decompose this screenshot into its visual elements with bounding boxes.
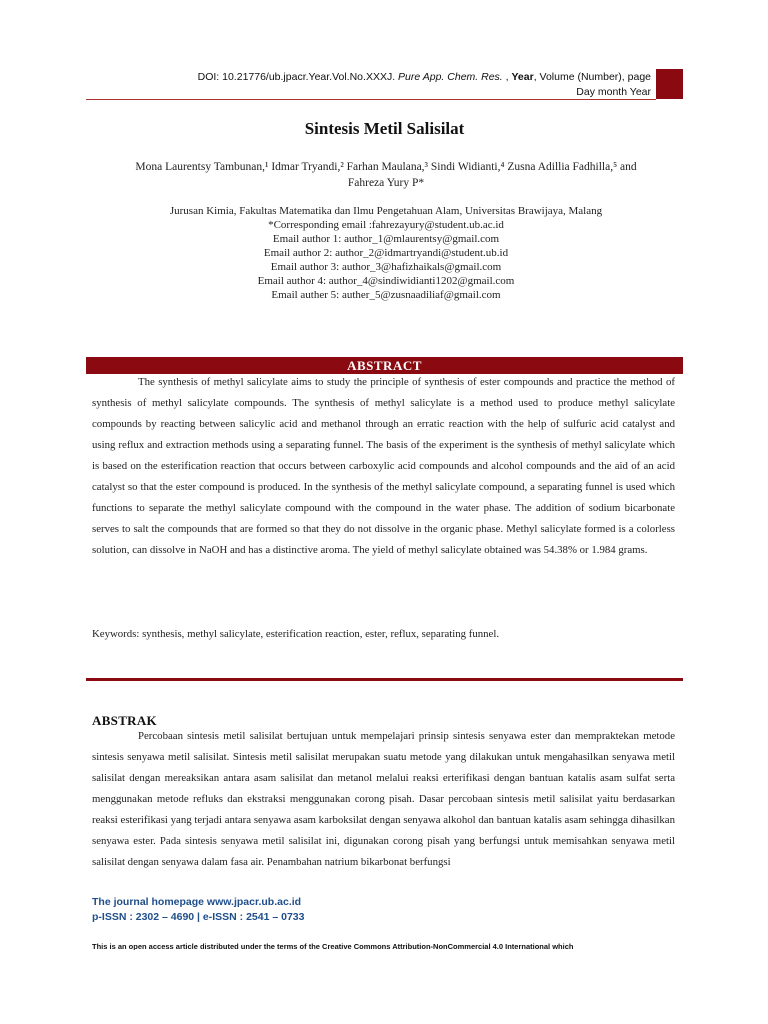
journal-name: Pure App. Chem. Res. xyxy=(398,71,503,83)
section-divider xyxy=(86,678,683,681)
affiliation-block xyxy=(96,204,676,302)
authors-line-2: Fahreza Yury P* xyxy=(347,177,425,189)
abstrak-heading: ABSTRAK xyxy=(92,713,157,728)
journal-homepage-link[interactable]: The journal homepage www.jpacr.ub.ac.id xyxy=(92,896,302,908)
abstract-body xyxy=(92,372,675,561)
abstrak-paragraph: Percobaan sintesis metil salisilat bertujuan untuk mempelajari prinsip sintesis senyawa ester dan mempraktekan metode sintesis senyawa metil salisilat. Sintesis metil salisilat merupakan suatu metode yang dilakukan untuk mengahasilkan senyawa metil salisilat dengan mereaksikan antara asam salisilat dan metanol melalui reaksi erterifikasi dengan bantuan katalis asam sulfat serta menggunakan metode refluks dan ekstraksi menggunakan corong pisah. Dasar percobaan sintesis metil salisilat yaitu berdasarkan reaksi esterifikasi yang terjadi antara senyawa asam karboksilat dengan senyawa alkohol dan bantuan katalis asam sehingga dihasilkan senyawa ester. Pada sintesis senyawa metil salisilat ini, digunakan corong pisah yang berfungsi untuk memisahkan senyawa metil salisilat dengan senyawa dalam fasa air. Penambahan natrium bikarbonat berfungsi xyxy=(92,730,675,868)
author-email-3[interactable]: Email author 3: author_3@hafizhaikals@gmail.com xyxy=(270,261,502,273)
author-email-5[interactable]: Email auther 5: auther_5@zusnaadiliaf@gmail.com xyxy=(271,289,501,301)
license-notice: This is an open access article distributed under the terms of the Creative Commons Attribution-NonCommercial 4.0 International which xyxy=(92,942,574,950)
author-list xyxy=(96,159,676,191)
issn-line: p-ISSN : 2302 – 4690 | e-ISSN : 2541 – 0733 xyxy=(92,911,305,923)
abstract-heading-bar: ABSTRACT xyxy=(86,357,683,374)
year-label: Year xyxy=(511,71,534,83)
abstrak-body xyxy=(92,726,675,892)
volume-info: , Volume (Number), page xyxy=(533,71,651,83)
header-accent-block xyxy=(656,69,683,99)
abstract-paragraph: The synthesis of methyl salicylate aims to study the principle of synthesis of ester compounds and practice the method of synthesis of methyl salicylate compounds. The synthesis of methyl salicylate is a method used to produce methyl salicylate compounds by reacting between salicylic acid and methanol through an erratic reaction with the help of sulfuric acid catalyst and using reflux and extraction methods using a separating funnel. The basis of the experiment is the synthesis of methyl salicylate which is based on the esterification reaction that occurs between carboxylic acid compounds and alcohol compounds and the aid of an acid catalyst so that the ester compound is produced. In the synthesis of the methyl salicylate compound, a separating funnel is used which functions to separate the methyl salicylate compound with the compound in the water phase. The addition of sodium bicarbonate serves to salt the compounds that are formed so that they do not dissolve in the organic phase. Methyl salicylate formed is a colorless solution, can dissolve in NaOH and has a distinctive aroma. The yield of methyl salicylate obtained was 54.38% or 1.984 grams. xyxy=(92,376,675,556)
keywords-line: Keywords: synthesis, methyl salicylate, esterification reaction, ester, reflux, separating funnel. xyxy=(92,628,500,640)
paper-title: Sintesis Metil Salisilat xyxy=(304,119,465,138)
author-email-2[interactable]: Email author 2: author_2@idmartryandi@student.ub.id xyxy=(263,247,509,259)
header-divider xyxy=(86,99,656,100)
author-email-4[interactable]: Email author 4: author_4@sindiwidianti1202@gmail.com xyxy=(257,275,515,287)
header-line-1: DOI: 10.21776/ub.jpacr.Year.Vol.No.XXXJ. Pure App. Chem. Res. , Year, Volume (Number), page xyxy=(197,71,651,83)
corresponding-email[interactable]: *Corresponding email :fahrezayury@student.ub.ac.id xyxy=(268,219,504,231)
author-email-1[interactable]: Email author 1: author_1@mlaurentsy@gmail.com xyxy=(272,233,500,245)
doi-text[interactable]: DOI: 10.21776/ub.jpacr.Year.Vol.No.XXXJ. xyxy=(197,71,396,83)
header-date: Day month Year xyxy=(576,86,651,98)
journal-header xyxy=(91,70,651,100)
affiliation-institution: Jurusan Kimia, Fakultas Matematika dan Ilmu Pengetahuan Alam, Universitas Brawijaya, Malang xyxy=(169,205,603,217)
authors-line-1: Mona Laurentsy Tambunan,¹ Idmar Tryandi,² Farhan Maulana,³ Sindi Widianti,⁴ Zusna Adillia Fadhilla,⁵ and xyxy=(135,161,637,173)
journal-footer xyxy=(92,895,672,925)
